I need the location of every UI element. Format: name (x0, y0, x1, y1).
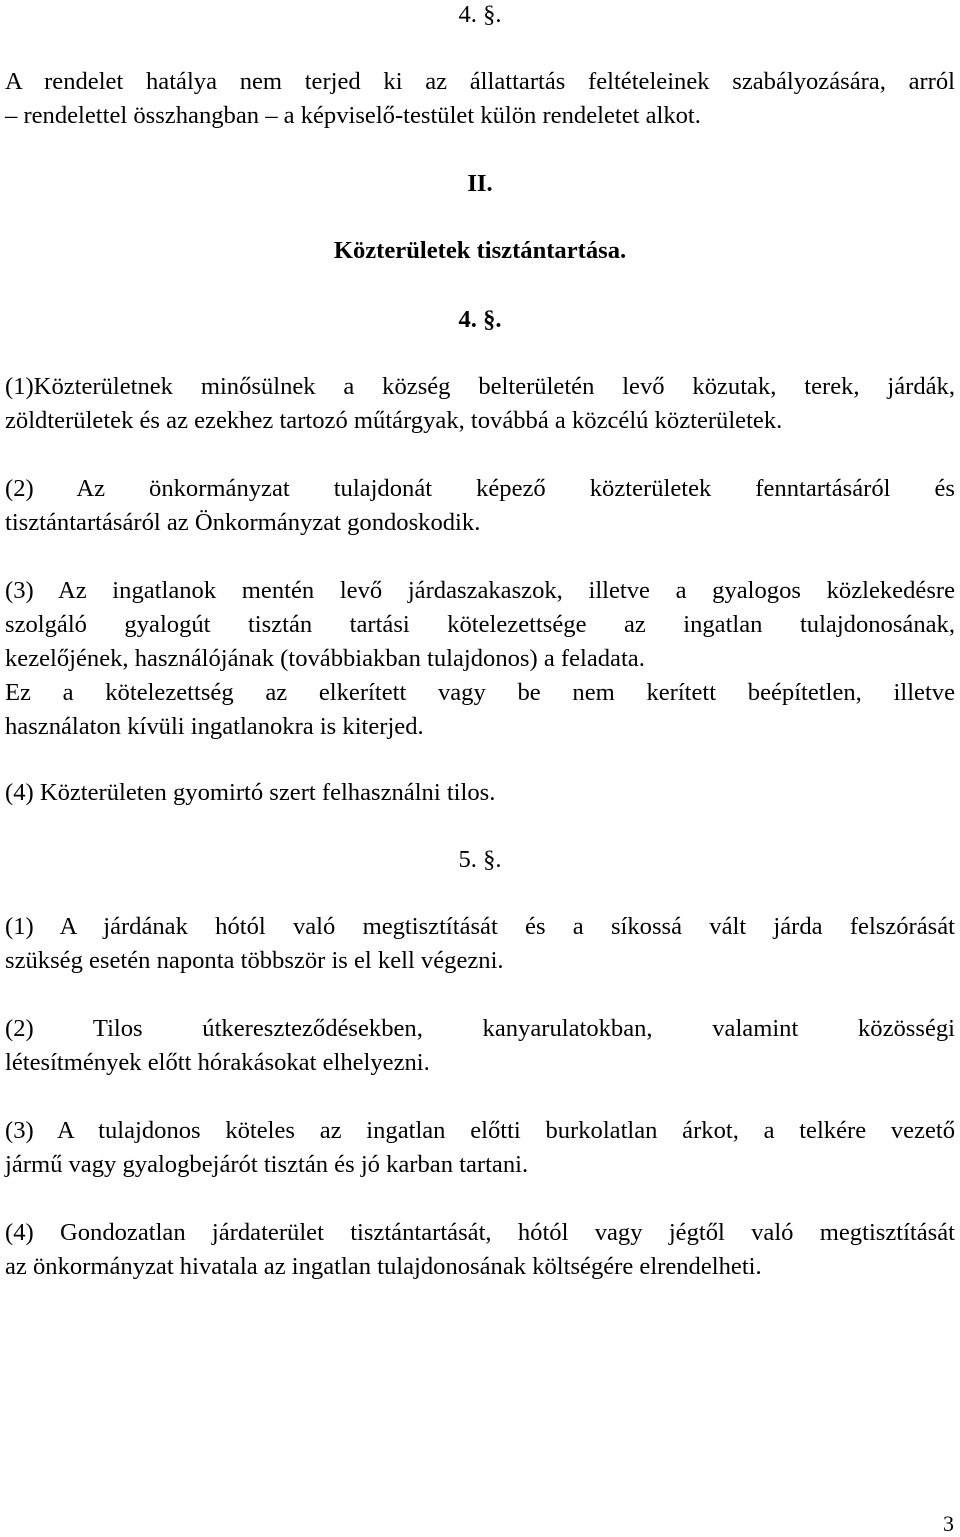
section-5-paragraph-4 (5, 1216, 955, 1284)
scope-paragraph (5, 65, 955, 133)
paragraph-line: (1) A járdának hótól való megtisztítását és a síkossá vált járda felszórását (5, 913, 955, 940)
paragraph-line: (3) Az ingatlanok mentén levő járdaszakaszok, illetve a gyalogos közlekedésre (5, 577, 955, 604)
paragraph-line: (4) Gondozatlan járdaterület tisztántartását, hótól vagy jégtől való megtisztítását (5, 1219, 955, 1246)
section-4-paragraph-3 (5, 574, 955, 744)
section-5-paragraph-2 (5, 1012, 955, 1080)
paragraph-line: létesítmények előtt hórakásokat elhelyezni. (5, 1049, 430, 1076)
paragraph-line: szükség esetén naponta többször is el kell végezni. (5, 947, 504, 974)
section-4-paragraph-1 (5, 370, 955, 438)
paragraph-line: használaton kívüli ingatlanokra is kiterjed. (5, 713, 424, 740)
paragraph-line: (1)Közterületnek minősülnek a község belterületén levő közutak, terek, járdák, (5, 373, 955, 400)
paragraph-line: zöldterületek és az ezekhez tartozó műtárgyak, továbbá a közcélú közterületek. (5, 407, 783, 434)
section-4-heading-top (5, 0, 955, 32)
section-4-paragraph-2 (5, 472, 955, 540)
paragraph-line: (2) Az önkormányzat tulajdonát képező közterületek fenntartásáról és (5, 475, 955, 502)
paragraph-line: jármű vagy gyalogbejárót tisztán és jó karban tartani. (5, 1151, 529, 1178)
section-5-paragraph-1 (5, 910, 955, 978)
paragraph-line: szolgáló gyalogút tisztán tartási kötelezettsége az ingatlan tulajdonosának, (5, 611, 955, 638)
paragraph-line: az önkormányzat hivatala az ingatlan tulajdonosának költségére elrendelheti. (5, 1253, 762, 1280)
paragraph-line: (3) A tulajdonos köteles az ingatlan előtti burkolatlan árkot, a telkére vezető (5, 1117, 955, 1144)
paragraph-line: tisztántartásáról az Önkormányzat gondoskodik. (5, 509, 481, 536)
section-4-paragraph-4: (4) Közterületen gyomirtó szert felhasználni tilos. (5, 779, 496, 806)
section-heading: 4. §. (458, 1, 502, 28)
page-number: 3 (943, 1511, 954, 1536)
section-4-heading: 4. §. (458, 306, 502, 333)
paragraph-line: kezelőjének, használójának (továbbiakban tulajdonos) a feladata. (5, 645, 645, 672)
section-5-heading: 5. §. (458, 846, 502, 873)
paragraph-line: A rendelet hatálya nem terjed ki az állattartás feltételeinek szabályozására, arról (5, 68, 955, 95)
chapter-title: Közterületek tisztántartása. (333, 237, 627, 264)
paragraph-line: – rendelettel összhangban – a képviselő-testület külön rendeletet alkot. (5, 102, 701, 129)
chapter-number: II. (467, 170, 493, 197)
section-5-paragraph-3 (5, 1114, 955, 1182)
paragraph-line: Ez a kötelezettség az elkerített vagy be nem kerített beépítetlen, illetve (5, 679, 955, 706)
paragraph-line: (2) Tilos útkereszteződésekben, kanyarulatokban, valamint közösségi (5, 1015, 955, 1042)
